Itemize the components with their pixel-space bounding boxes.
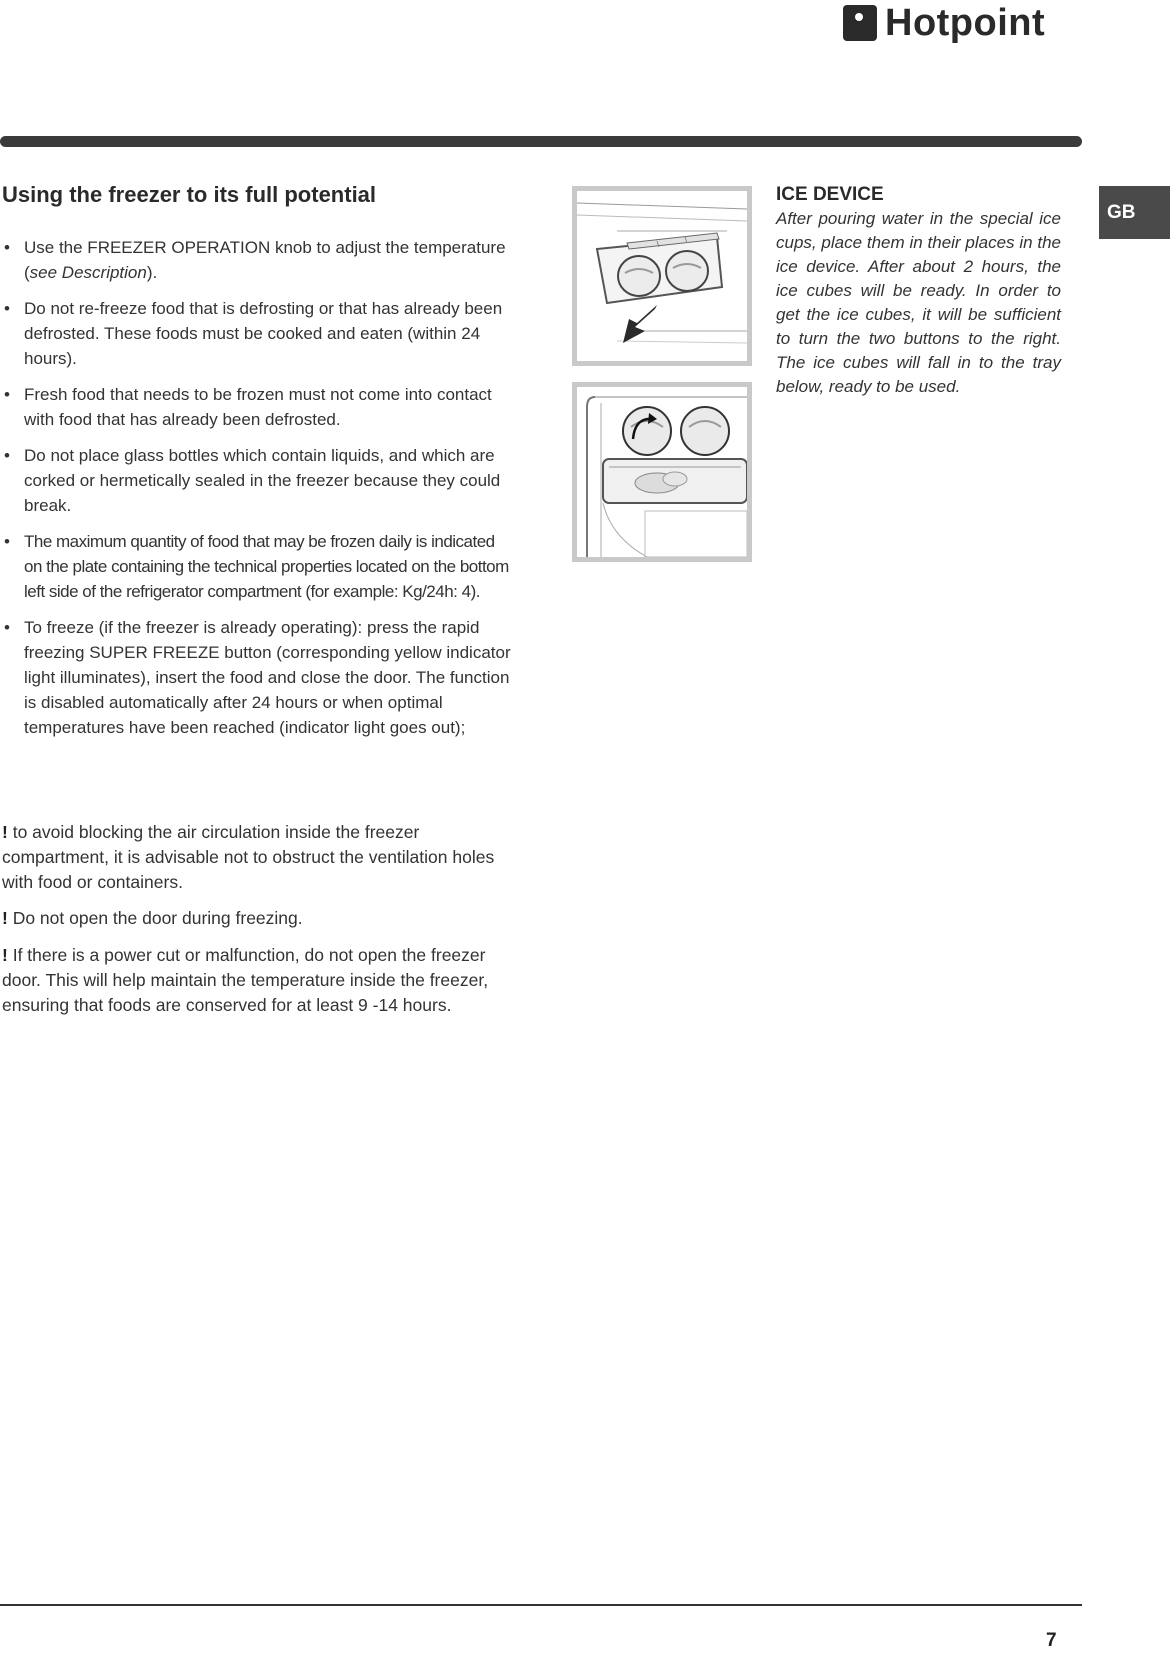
page-number: 7 bbox=[1046, 1630, 1057, 1651]
list-item: • To freeze (if the freezer is already operating): press the rapid freezing SUPER FREEZE button (corresponding yellow indicator light illuminates), insert the food and close the door. The function is disabled automatically after 24 hours or when optimal temperatures have been reached (indicator light goes out); bbox=[2, 615, 512, 740]
header-divider bbox=[0, 136, 1082, 147]
list-item: • Do not re-freeze food that is defrosting or that has already been defrosted. These foods must be cooked and eaten (within 24 hours). bbox=[2, 296, 512, 371]
description-reference: see Description bbox=[29, 263, 147, 282]
language-tab: GB bbox=[1099, 186, 1170, 239]
warning-note bbox=[2, 820, 512, 895]
section-title: Using the freezer to its full potential bbox=[2, 182, 377, 207]
tips-list bbox=[2, 235, 512, 751]
warning-mark: ! bbox=[2, 945, 8, 965]
list-item bbox=[2, 235, 512, 285]
warning-mark: ! bbox=[2, 822, 8, 842]
ice-tray-removal-illustration bbox=[572, 186, 752, 366]
warning-text: to avoid blocking the air circulation inside the freezer compartment, it is advisable not to obstruct the ventilation holes with food or containers. bbox=[2, 822, 495, 892]
ice-buttons-drawing bbox=[577, 387, 747, 557]
logo-mark-icon bbox=[843, 5, 877, 41]
list-item-text: ). bbox=[146, 263, 158, 282]
warning-mark: ! bbox=[2, 908, 8, 928]
ice-device-title: ICE DEVICE bbox=[776, 184, 884, 205]
list-item: • The maximum quantity of food that may be frozen daily is indicated on the plate containing the technical properties located on the bottom left side of the refrigerator compartment (for example: Kg/24h: 4). bbox=[2, 529, 512, 604]
footer-divider bbox=[0, 1604, 1082, 1606]
ice-buttons-illustration bbox=[572, 382, 752, 562]
ice-device-text: After pouring water in the special ice cups, place them in their places in the ice device. After about 2 hours, the ice cubes will be ready. In order to get the ice cubes, it will be sufficient to turn the two buttons to the right. The ice cubes will fall in to the tray below, ready to be used. bbox=[776, 209, 1061, 396]
brand-logo bbox=[843, 0, 1083, 46]
warning-note bbox=[2, 943, 512, 1018]
list-item: • Fresh food that needs to be frozen must not come into contact with food that has already been defrosted. bbox=[2, 382, 512, 432]
brand-name: Hotpoint bbox=[885, 2, 1046, 44]
ice-tray-drawing bbox=[577, 191, 747, 361]
list-item-text: Use the FREEZER OPERATION knob to adjust the temperature ( bbox=[24, 238, 506, 282]
ice-device-section bbox=[776, 183, 1061, 399]
warning-text: If there is a power cut or malfunction, do not open the freezer door. This will help maintain the temperature inside the freezer, ensuring that foods are conserved for at least 9 -14 hours. bbox=[2, 945, 489, 1015]
warning-text: Do not open the door during freezing. bbox=[12, 908, 303, 928]
list-item: • Do not place glass bottles which contain liquids, and which are corked or hermetically sealed in the freezer because they could break. bbox=[2, 443, 512, 518]
warning-note bbox=[2, 906, 512, 931]
